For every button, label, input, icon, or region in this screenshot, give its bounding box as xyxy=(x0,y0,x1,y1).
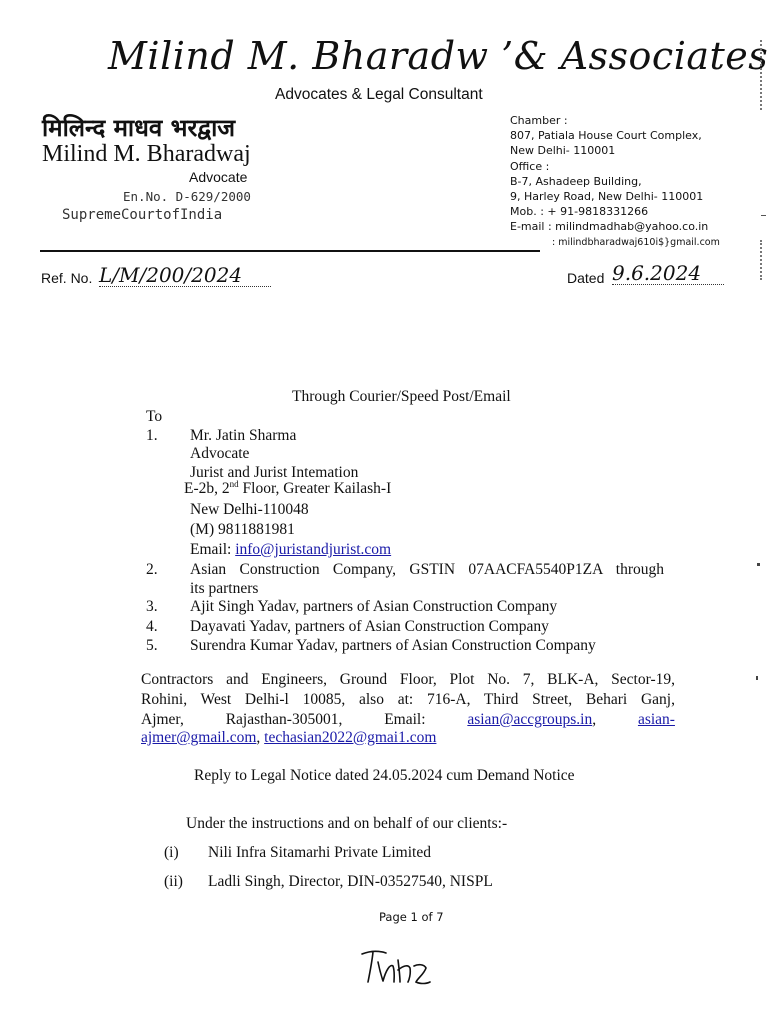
ref-number: L/M/200/2024 xyxy=(99,264,271,287)
office-line: 9, Harley Road, New Delhi- 110001 xyxy=(510,190,704,204)
name-english: Milind M. Bharadwaj xyxy=(42,141,251,167)
recipient-partner: Dayavati Yadav, partners of Asian Construction Company xyxy=(190,618,549,635)
chamber-label: Chamber : xyxy=(510,114,568,127)
address-state: Rajasthan-305001, xyxy=(225,711,343,728)
signature-initials xyxy=(358,942,434,990)
recipient-number: 5. xyxy=(146,637,158,654)
scan-mark xyxy=(757,563,760,566)
client-name: Ladli Singh, Director, DIN-03527540, NISPL xyxy=(208,873,493,890)
letterhead-divider xyxy=(40,250,540,252)
client-number: (i) xyxy=(164,844,179,861)
subject-line: Reply to Legal Notice dated 24.05.2024 cum Demand Notice xyxy=(194,767,575,784)
chamber-line: 807, Patiala House Court Complex, xyxy=(510,129,702,143)
address-superscript: nd xyxy=(229,479,239,489)
recipient-email xyxy=(190,541,391,559)
recipient-number: 2. xyxy=(146,561,158,578)
company-address-line: Contractors and Engineers, Ground Floor, Plot No. 7, BLK-A, Sector-19, xyxy=(141,671,675,688)
address-city: Ajmer, xyxy=(141,711,184,728)
email-label: Email: xyxy=(190,541,236,558)
enrollment-number: En.No. D-629/2000 xyxy=(123,189,251,204)
recipient-number: 3. xyxy=(146,598,158,615)
company-email-link[interactable]: asian@accgroups.in xyxy=(467,711,593,728)
company-address-line: Rohini, West Delhi-l 10085, also at: 716-A, Third Street, Behari Ganj, xyxy=(141,691,675,708)
court-name: SupremeCourtofIndia xyxy=(62,207,223,223)
recipient-city: New Delhi-110048 xyxy=(190,501,309,518)
office-label: Office : xyxy=(510,159,550,173)
address-email-label: Email: xyxy=(384,711,426,728)
company-address-line xyxy=(141,729,436,747)
client-number: (ii) xyxy=(164,873,183,890)
name-hindi: मिलिन्द माधव भरद्वाज xyxy=(42,114,236,142)
chamber-address xyxy=(510,113,720,250)
firm-subtitle: Advocates & Legal Consultant xyxy=(275,86,483,103)
email-primary: E-mail : milindmadhab@yahoo.co.in xyxy=(510,220,709,234)
recipient-number: 4. xyxy=(146,618,158,635)
mobile-number: Mob. : + 91-9818331266 xyxy=(510,205,649,219)
chamber-line: New Delhi- 110001 xyxy=(510,144,616,158)
instructions-line: Under the instructions and on behalf of our clients:- xyxy=(186,815,508,832)
recipient-name: Mr. Jatin Sharma xyxy=(190,427,297,444)
to-label: To xyxy=(146,408,163,425)
recipient-number: 1. xyxy=(146,427,158,444)
scan-mark xyxy=(760,240,764,280)
date-value: 9.6.2024 xyxy=(612,262,724,285)
scan-mark xyxy=(760,40,764,110)
recipient-title: Advocate xyxy=(190,445,250,462)
company-email-link[interactable]: techasian2022@gmai1.com xyxy=(264,729,437,746)
recipient-mobile: (M) 9811881981 xyxy=(190,521,295,538)
recipient-firm: Jurist and Jurist Intemation xyxy=(190,464,359,481)
company-email-link[interactable]: ajmer@gmail.com xyxy=(141,729,257,746)
recipient-address xyxy=(184,479,391,498)
separator: , xyxy=(592,711,597,728)
recipient-partner: Ajit Singh Yadav, partners of Asian Construction Company xyxy=(190,598,558,615)
designation: Advocate xyxy=(189,169,248,185)
recipient-partner: Surendra Kumar Yadav, partners of Asian Construction Company xyxy=(190,637,596,654)
client-name: Nili Infra Sitamarhi Private Limited xyxy=(208,844,431,861)
email-secondary: : milindbharadwaj610i$}gmail.com xyxy=(552,236,720,248)
page-number: Page 1 of 7 xyxy=(379,910,444,924)
scan-mark xyxy=(761,215,766,216)
recipient-company-cont: its partners xyxy=(190,580,259,597)
company-address-line xyxy=(141,711,675,729)
date-label: Dated xyxy=(567,270,605,286)
ref-label: Ref. No. xyxy=(41,270,93,286)
recipient-email-link[interactable]: info@juristandjurist.com xyxy=(235,541,392,558)
company-email-link[interactable]: asian- xyxy=(637,711,675,728)
scan-mark xyxy=(756,676,758,680)
delivery-mode: Through Courier/Speed Post/Email xyxy=(292,388,511,405)
firm-name: Milind M. Bharadw ’& Associates xyxy=(108,34,768,78)
address-part: E-2b, 2 xyxy=(184,480,230,498)
separator: , xyxy=(256,729,265,746)
office-line: B-7, Ashadeep Building, xyxy=(510,174,642,188)
recipient-company: Asian Construction Company, GSTIN 07AACFA5540P1ZA through xyxy=(190,561,664,578)
address-part: Floor, Greater Kailash-I xyxy=(238,480,392,498)
